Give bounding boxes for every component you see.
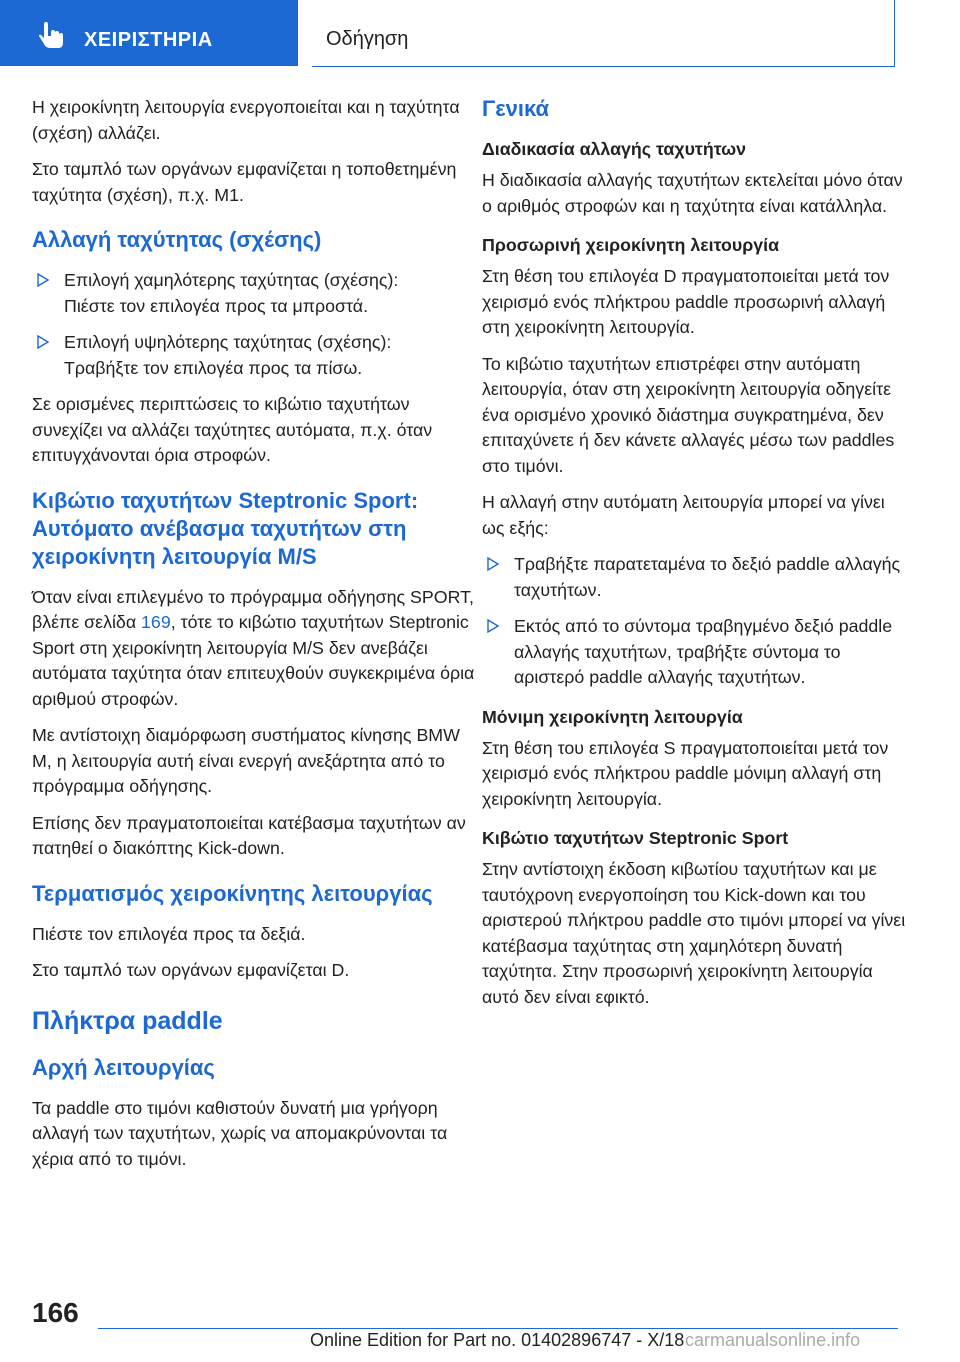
footer-divider	[98, 1328, 898, 1329]
paragraph: Στη θέση του επιλογέα S πραγματοποιείται μετά τον χειρισμό ενός πλήκτρου paddle μόνιμη αλλαγή στη χειροκίνητη λειτουργία.	[482, 737, 889, 809]
heading-end-manual: Τερματισμός χειροκίνητης λειτουργίας	[32, 880, 433, 906]
right-column	[482, 95, 912, 1021]
triangle-bullet-icon	[486, 557, 500, 571]
subheading: Μόνιμη χειροκίνητη λειτουργία	[482, 706, 743, 727]
paragraph: Πιέστε τον επιλογέα προς τα δεξιά.	[32, 923, 306, 944]
bullet-item	[482, 614, 912, 691]
paragraph: Η διαδικασία αλλαγής ταχυτήτων εκτελείται μόνο όταν ο αριθμός στροφών και η ταχύτητα είναι κατάλληλα.	[482, 170, 903, 216]
bullet-text: Εκτός από το σύντομα τραβηγμένο δεξιό paddle αλλαγής ταχυτήτων, τραβήξτε σύντομα το αριστερό paddle αλλαγής ταχυτήτων.	[514, 616, 893, 687]
bullet-item	[32, 268, 478, 319]
text: , τότε το κιβώτιο ταχυτήτων Steptronic Sport στη χειροκίνητη λειτουργία M/S δεν ανεβάζει αυτόματα ταχύτητα όταν επιτευχθούν συγκεκριμένα όρια αριθμού στροφών.	[32, 612, 475, 709]
paragraph: Τα paddle στο τιμόνι καθιστούν δυνατή μια γρήγορη αλλαγή των ταχυτήτων, χωρίς να απομακρύνονται τα χέρια από το τιμόνι.	[32, 1097, 448, 1169]
heading-principle: Αρχή λειτουργίας	[32, 1054, 215, 1080]
watermark: carmanualsonline.info	[685, 1330, 861, 1350]
text: Όταν είναι επιλεγμένο το πρόγραμμα οδήγησης SPORT, βλέπε σελίδα	[32, 586, 474, 632]
triangle-bullet-icon	[486, 619, 500, 633]
subheading: Προσωρινή χειροκίνητη λειτουργία	[482, 235, 780, 255]
header-tab[interactable]	[0, 0, 298, 66]
subheading: Διαδικασία αλλαγής ταχυτήτων	[482, 139, 747, 159]
triangle-bullet-icon	[36, 273, 50, 287]
bullet-text: Τραβήξτε παρατεταμένα το δεξιό paddle αλλαγής ταχυτήτων.	[514, 554, 901, 600]
left-column	[32, 95, 478, 1183]
paragraph: Σε ορισμένες περιπτώσεις το κιβώτιο ταχυτήτων συνεχίζει να αλλάζει ταχύτητες αυτόματα, π.χ. όταν επιτυγχάνονται όρια στροφών.	[32, 394, 433, 465]
page-number: 166	[32, 1297, 79, 1328]
paragraph: Η χειροκίνητη λειτουργία ενεργοποιείται και η ταχύτητα (σχέση) αλλάζει.	[32, 97, 460, 143]
bullet-text: Πιέστε τον επιλογέα προς τα μπροστά.	[64, 295, 369, 316]
paragraph: Επίσης δεν πραγματοποιείται κατέβασμα ταχυτήτων αν πατηθεί ο διακόπτης Kick-down.	[32, 812, 466, 858]
header-tab-label: ΧΕΙΡΙΣΤΗΡΙΑ	[84, 29, 213, 51]
subheading: Κιβώτιο ταχυτήτων Steptronic Sport	[482, 828, 789, 848]
heading-general: Γενικά	[482, 96, 550, 121]
paragraph: Στη θέση του επιλογέα D πραγματοποιείται μετά τον χειρισμό ενός πλήκτρου paddle προσωρινή αλλαγή στη χειροκίνητη λειτουργία.	[482, 266, 890, 337]
header-section	[312, 0, 895, 67]
section-title: Οδήγηση	[326, 28, 409, 50]
paragraph	[32, 585, 478, 713]
page-link[interactable]: 169	[141, 612, 171, 632]
bullet-item	[32, 330, 478, 381]
hand-pointer-icon	[38, 22, 68, 50]
paragraph: Η αλλαγή στην αυτόματη λειτουργία μπορεί να γίνει ως εξής:	[482, 492, 885, 538]
paragraph: Στο ταμπλό των οργάνων εμφανίζεται D.	[32, 960, 350, 980]
bullet-item	[482, 552, 912, 603]
heading-change-gear: Αλλαγή ταχύτητας (σχέσης)	[32, 227, 322, 252]
paragraph: Στην αντίστοιχη έκδοση κιβωτίου ταχυτήτων και με ταυτόχρονη ενεργοποίηση του Kick-down και του αριστερού πλήκτρου paddle στο τιμόνι μπορεί να γίνει κατέβασμα ταχύτητας στη χαμηλότερη δυνατή ταχύτητα. Στην προσωρινή χειροκίνητη λειτουργία αυτό δεν είναι εφικτό.	[482, 859, 906, 1007]
heading-paddles: Πλήκτρα paddle	[32, 1006, 223, 1035]
heading-steptronic-sport: Κιβώτιο ταχυτήτων Steptronic Sport: Αυτόματο ανέβασμα ταχυτήτων στη χειροκίνητη λειτουργία M/S	[32, 487, 419, 569]
bullet-title: Επιλογή υψηλότερης ταχύτητας (σχέσης):	[64, 332, 392, 352]
paragraph: Το κιβώτιο ταχυτήτων επιστρέφει στην αυτόματη λειτουργία, όταν στη χειροκίνητη λειτουργία οδηγείτε ένα ορισμένο χρονικό διάστημα συγκρατημένα, δεν επιταχύνετε ή δεν κάνετε αλλαγές μέσω των paddles στο τιμόνι.	[482, 353, 895, 476]
footer-edition: Online Edition for Part no. 01402896747 - X/18	[310, 1330, 685, 1350]
paragraph: Στο ταμπλό των οργάνων εμφανίζεται η τοποθετημένη ταχύτητα (σχέση), π.χ. M1.	[32, 159, 457, 205]
bullet-title: Επιλογή χαμηλότερης ταχύτητας (σχέσης):	[64, 270, 399, 290]
paragraph: Με αντίστοιχη διαμόρφωση συστήματος κίνησης BMW M, η λειτουργία αυτή είναι ενεργή ανεξάρτητα από το πρόγραμμα οδήγησης.	[32, 725, 460, 796]
triangle-bullet-icon	[36, 335, 50, 349]
bullet-text: Τραβήξτε τον επιλογέα προς τα πίσω.	[64, 357, 363, 378]
